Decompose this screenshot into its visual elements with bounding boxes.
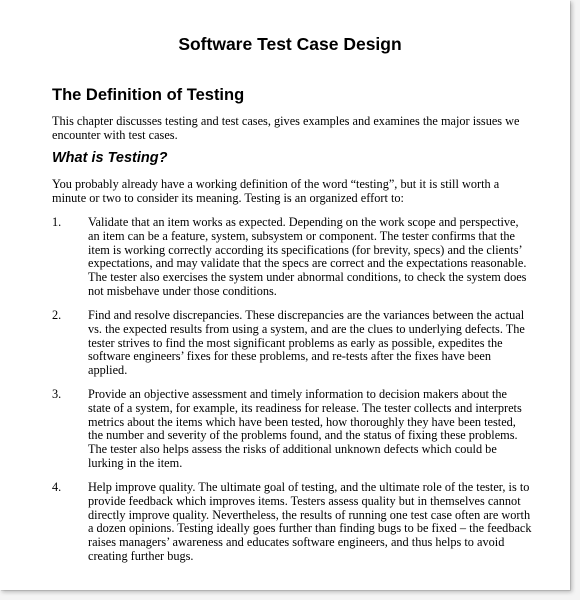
section-heading: The Definition of Testing bbox=[52, 86, 245, 104]
list-item-number: 3. bbox=[52, 387, 62, 401]
list-item-number: 1. bbox=[52, 215, 62, 229]
list-item-number: 2. bbox=[52, 308, 62, 322]
intro-paragraph: This chapter discusses testing and test cases, gives examples and examines the major issues we encounter with test cases. bbox=[52, 114, 520, 142]
list-item-text: Find and resolve discrepancies. These discrepancies are the variances between the actual vs. the expected results from using a system, and are the clues to underlying defects. The tester strives to find the most significant problems as early as possible, expedites the software engineers’ fixes for these problems, and re-tests after the fixes have been applied. bbox=[88, 308, 525, 378]
list-item-number: 4. bbox=[52, 480, 62, 494]
document-title: Software Test Case Design bbox=[178, 34, 402, 54]
list-item-text: Validate that an item works as expected. Depending on the work scope and perspective, an item can be a feature, system, subsystem or component. The tester confirms that the item is working correctly according its specifications (for brevity, specs) and the clients’ expectations, and may validate that the specs are correct and the expectations reasonable. The tester also exercises the system under abnormal conditions, to check the system does not misbehave under those conditions. bbox=[88, 215, 527, 298]
list-item-text: Help improve quality. The ultimate goal of testing, and the ultimate role of the tester, is to provide feedback which improves items. Testers assess quality but in themselves cannot directly improve quality. Nevertheless, the results of running one test case often are worth a dozen opinions. Testing ideally goes further than finding bugs to be fixed – the feedback raises managers’ awareness and educates software engineers, and thus helps to avoid creating further bugs. bbox=[88, 480, 532, 563]
subsection-heading: What is Testing? bbox=[52, 150, 168, 166]
lead-paragraph: You probably already have a working definition of the word “testing”, but it is still worth a minute or two to consider its meaning. Testing is an organized effort to: bbox=[52, 177, 500, 205]
list-item-text: Provide an objective assessment and timely information to decision makers about the state of a system, for example, its readiness for release. The tester collects and interprets metrics about the items which have been tested, how thoroughly they have been tested, the number and severity of the problems found, and the status of fixing these problems. The tester also helps assess the risks of additional unknown defects which could be lurking in the item. bbox=[88, 387, 522, 470]
